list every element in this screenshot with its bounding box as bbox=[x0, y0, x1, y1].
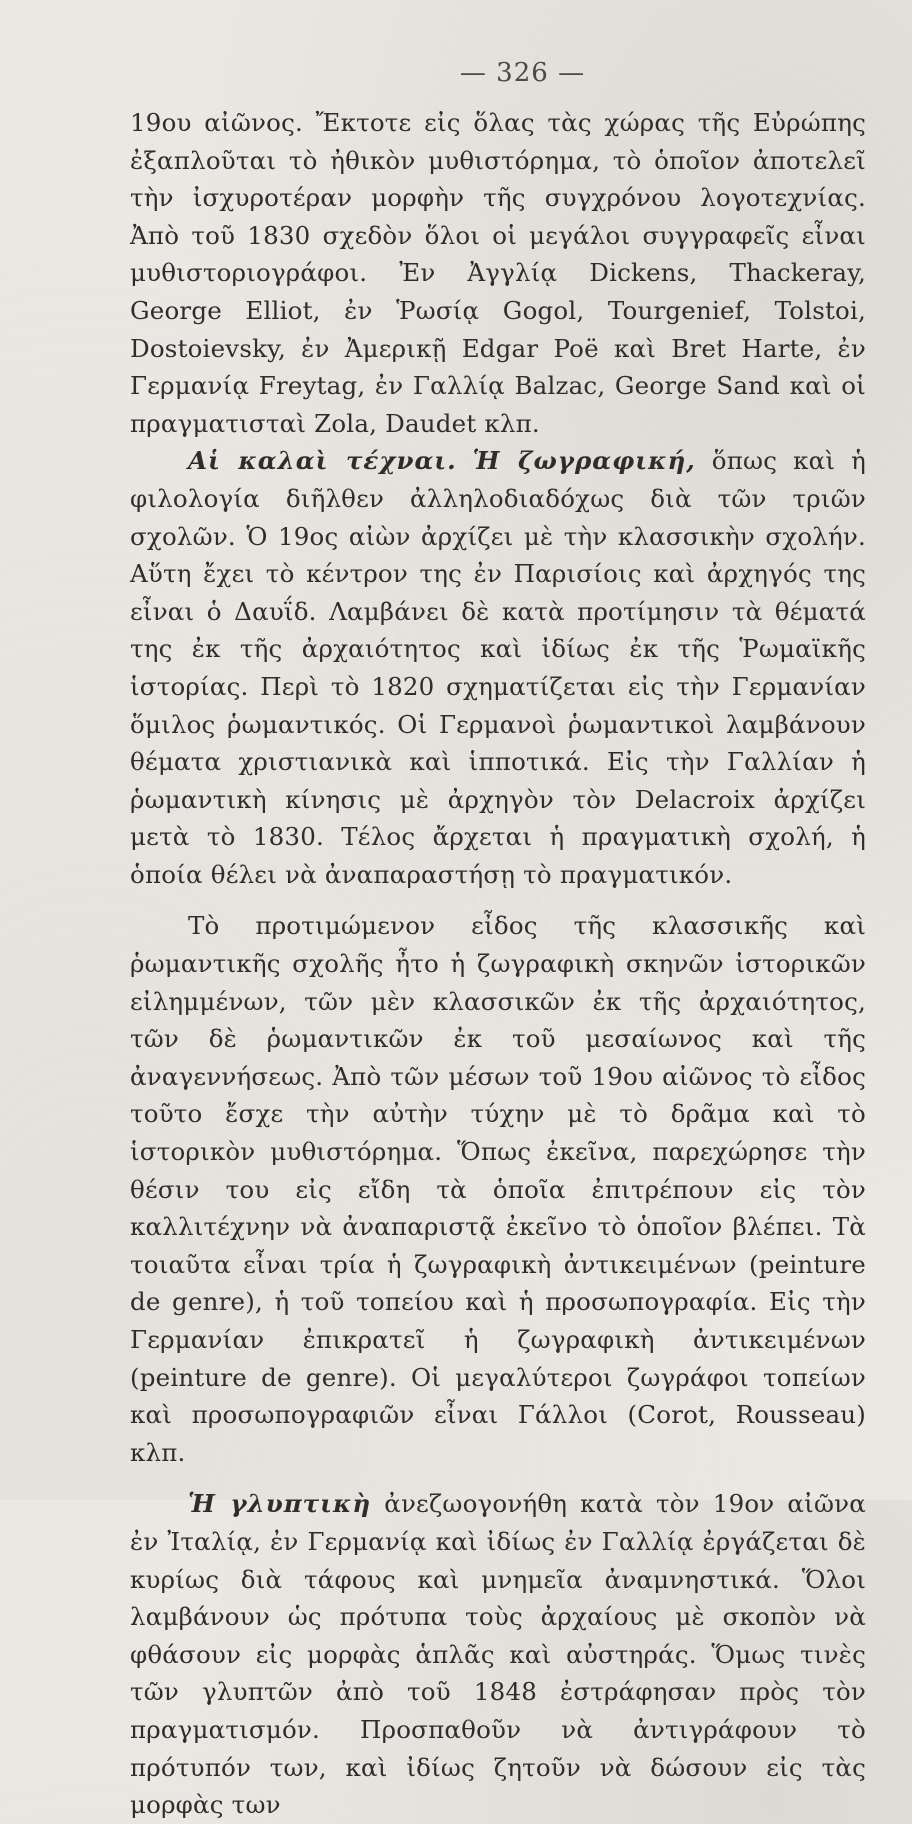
paragraph-sculpture bbox=[130, 1485, 866, 1823]
paragraph-text: ἀνεζωογονήθη κατὰ τὸν 19ον αἰῶνα ἐν Ἰταλίᾳ, ἐν Γερμανίᾳ καὶ ἰδίως ἐν Γαλλίᾳ ἐργάζεται δὲ κυρίως διὰ τάφους καὶ μνημεῖα ἀναμνηστικά. Ὅλοι λαμβάνουν ὡς πρότυπα τοὺς ἀρχαίους μὲ σκοπὸν νὰ φθάσουν εἰς μορφὰς ἁπλᾶς καὶ αὐστηράς. Ὅμως τινὲς τῶν γλυπτῶν ἀπὸ τοῦ 1848 ἐστράφησαν πρὸς τὸν πραγματισμόν. Προσπαθοῦν νὰ ἀντιγράφουν τὸ πρότυπόν των, καὶ ἰδίως ζητοῦν νὰ δώσουν εἰς τὰς μορφὰς των bbox=[130, 1489, 866, 1820]
paragraph-novel bbox=[130, 104, 866, 442]
paragraph-text: 19ου αἰῶνος. Ἔκτοτε εἰς ὅλας τὰς χώρας τῆς Εὐρώπης ἐξαπλοῦται τὸ ἠθικὸν μυθιστόρημα, τὸ ὁποῖον ἀποτελεῖ τὴν ἰσχυροτέραν μορφὴν τῆς συγχρόνου λογοτεχνίας. Ἀπὸ τοῦ 1830 σχεδὸν ὅλοι οἱ μεγάλοι συγγραφεῖς εἶναι μυθιστοριογράφοι. Ἐν Ἀγγλίᾳ Dickens, Thackeray, George Elliot, ἐν Ῥωσίᾳ Gogol, Tourgenief, Tolstoi, Dostoievsky, ἐν Ἀμερικῇ Edgar Poë καὶ Bret Harte, ἐν Γερμανίᾳ Freytag, ἐν Γαλλίᾳ Balzac, George Sand καὶ οἱ πραγματισταὶ Zola, Daudet κλπ. bbox=[130, 108, 866, 438]
paragraph-genres bbox=[130, 907, 866, 1471]
paragraph-fine-arts bbox=[130, 442, 866, 893]
section-heading-fine-arts: Αἱ καλαὶ τέχναι. bbox=[188, 446, 457, 476]
page-text bbox=[130, 104, 866, 1824]
page-number: — 326 — bbox=[459, 58, 586, 88]
section-heading-sculpture: Ἡ γλυπτικὴ bbox=[188, 1489, 372, 1519]
paragraph-text: Τὸ προτιμώμενον εἶδος τῆς κλασσικῆς καὶ ῥωμαντικῆς σχολῆς ἦτο ἡ ζωγραφικὴ σκηνῶν ἱστορικῶν εἰλημμένων, τῶν μὲν κλασσικῶν ἐκ τῆς ἀρχαιότητος, τῶν δὲ ῥωμαντικῶν ἐκ τοῦ μεσαίωνος καὶ τῆς ἀναγεννήσεως. Ἀπὸ τῶν μέσων τοῦ 19ου αἰῶνος τὸ εἶδος τοῦτο ἔσχε τὴν αὐτὴν τύχην μὲ τὸ δρᾶμα καὶ τὸ ἱστορικὸν μυθιστόρημα. Ὅπως ἐκεῖνα, παρεχώρησε τὴν θέσιν του εἰς εἴδη τὰ ὁποῖα ἐπιτρέπουν εἰς τὸν καλλιτέχνην νὰ ἀναπαριστᾷ ἐκεῖνο τὸ ὁποῖον βλέπει. Τὰ τοιαῦτα εἶναι τρία ἡ ζωγραφικὴ ἀντικειμένων (peinture de genre), ἡ τοῦ τοπείου καὶ ἡ προσωπογραφία. Εἰς τὴν Γερμανίαν ἐπικρατεῖ ἡ ζωγραφικὴ ἀντικειμένων (peinture de genre). Οἱ μεγαλύτεροι ζωγράφοι τοπείων καὶ προσωπογραφιῶν εἶναι Γάλλοι (Corot, Rousseau) κλπ. bbox=[130, 911, 866, 1467]
paragraph-text: ὅπως καὶ ἡ φιλολογία διῆλθεν ἀλληλοδιαδόχως διὰ τῶν τριῶν σχολῶν. Ὁ 19ος αἰὼν ἀρχίζει μὲ τὴν κλασσικὴν σχολήν. Αὕτη ἔχει τὸ κέντρον της ἐν Παρισίοις καὶ ἀρχηγός της εἶναι ὁ Δαυΐδ. Λαμβάνει δὲ κατὰ προτίμησιν τὰ θέματά της ἐκ τῆς ἀρχαιότητος καὶ ἰδίως ἐκ τῆς Ῥωμαϊκῆς ἱστορίας. Περὶ τὸ 1820 σχηματίζεται εἰς τὴν Γερμανίαν ὅμιλος ῥωμαντικός. Οἱ Γερμανοὶ ῥωμαντικοὶ λαμβάνουν θέματα χριστιανικὰ καὶ ἱπποτικά. Εἰς τὴν Γαλλίαν ἡ ῥωμαντικὴ κίνησις μὲ ἀρχηγὸν τὸν Delacroix ἀρχίζει μετὰ τὸ 1830. Τέλος ἄρχεται ἡ πραγματικὴ σχολή, ἡ ὁποία θέλει νὰ ἀναπαραστήσῃ τὸ πραγματικόν. bbox=[130, 446, 866, 889]
section-subheading-painting: Ἡ ζωγραφική, bbox=[472, 446, 696, 476]
